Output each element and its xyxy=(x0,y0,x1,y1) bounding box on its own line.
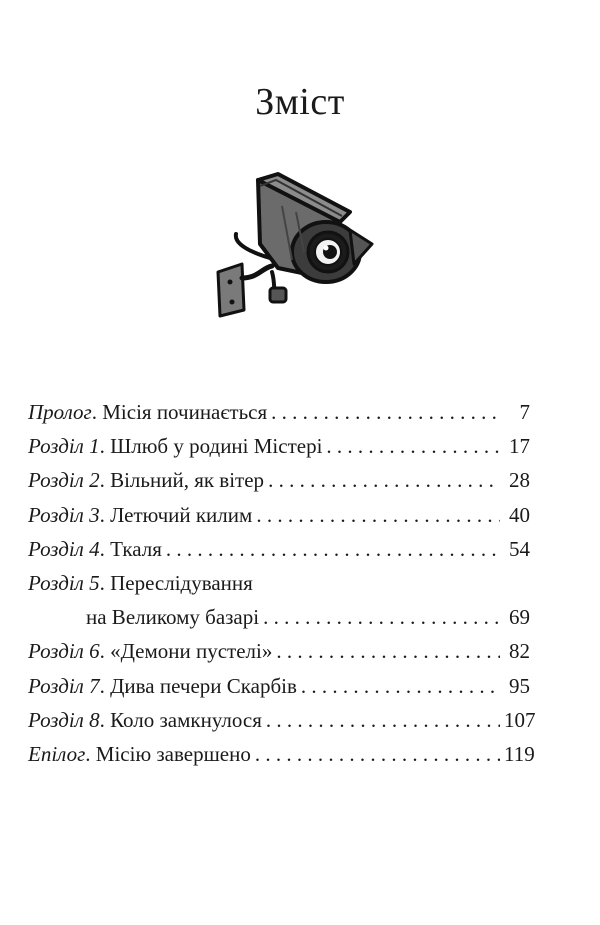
toc-entry-label: Розділ 3 xyxy=(28,502,100,527)
toc-entry-label: Розділ 2 xyxy=(28,468,100,493)
toc-entry-chapter-6[interactable] xyxy=(28,634,530,668)
toc-entry-title: . «Демони пустелі» xyxy=(99,639,273,664)
toc-entry-chapter-5[interactable] xyxy=(28,566,530,634)
security-camera-icon xyxy=(200,160,380,320)
toc-leader-dots xyxy=(263,600,500,634)
toc-entry-page: 82 xyxy=(509,639,530,664)
toc-entry-label: Розділ 7 xyxy=(28,673,100,698)
toc-entry-title: . Вільний, як вітер xyxy=(99,468,265,493)
toc-entry-epilogue[interactable] xyxy=(28,737,535,771)
page-title: Зміст xyxy=(255,81,345,123)
toc-entry-page: 28 xyxy=(509,468,530,493)
toc-entry-chapter-1[interactable] xyxy=(28,429,530,463)
toc-leader-dots xyxy=(266,703,500,737)
toc-entry-title: . Місія починається xyxy=(91,400,268,424)
toc-entry-page: 69 xyxy=(509,605,530,630)
table-of-contents xyxy=(28,395,536,771)
toc-entry-label: Розділ 8 xyxy=(28,707,100,732)
toc-entry-title: . Переслідування xyxy=(99,570,253,595)
toc-entry-chapter-8[interactable] xyxy=(28,703,536,737)
toc-entry-page: 95 xyxy=(509,673,530,698)
toc-entry-title: . Дива печери Скарбів xyxy=(99,673,297,698)
toc-entry-label: Розділ 1 xyxy=(28,434,100,459)
toc-entry-label: Розділ 6 xyxy=(28,639,100,664)
toc-entry-chapter-2[interactable] xyxy=(28,463,530,497)
toc-leader-dots xyxy=(268,463,500,497)
toc-leader-dots xyxy=(166,532,500,566)
toc-entry-label: Розділ 4 xyxy=(28,536,100,561)
toc-leader-dots xyxy=(326,429,500,463)
toc-leader-dots xyxy=(256,498,500,532)
toc-entry-chapter-7[interactable] xyxy=(28,669,530,703)
toc-entry-title: . Коло замкнулося xyxy=(99,707,262,732)
toc-leader-dots xyxy=(255,737,500,771)
toc-entry-page: 119 xyxy=(504,741,535,766)
toc-entry-title: . Шлюб у родині Містері xyxy=(99,434,323,459)
toc-entry-page: 54 xyxy=(509,536,530,561)
toc-leader-dots xyxy=(276,634,500,668)
toc-leader-dots xyxy=(301,669,500,703)
toc-entry-label: Епілог xyxy=(28,741,86,766)
toc-entry-title: . Ткаля xyxy=(99,536,162,561)
toc-entry-page: 7 xyxy=(519,400,530,424)
toc-entry-page: 107 xyxy=(504,707,536,732)
toc-entry-label: Розділ 5 xyxy=(28,570,100,595)
toc-entry-title: . Місію завершено xyxy=(85,741,251,766)
toc-entry-prologue[interactable] xyxy=(28,395,530,429)
toc-leader-dots xyxy=(271,395,500,429)
toc-entry-title: . Летючий килим xyxy=(99,502,253,527)
toc-entry-page: 40 xyxy=(509,502,530,527)
toc-entry-title-continuation: на Великому базарі xyxy=(86,605,260,630)
toc-entry-chapter-4[interactable] xyxy=(28,532,530,566)
toc-entry-chapter-3[interactable] xyxy=(28,498,530,532)
toc-entry-label: Пролог xyxy=(28,400,92,424)
toc-entry-page: 17 xyxy=(509,434,530,459)
